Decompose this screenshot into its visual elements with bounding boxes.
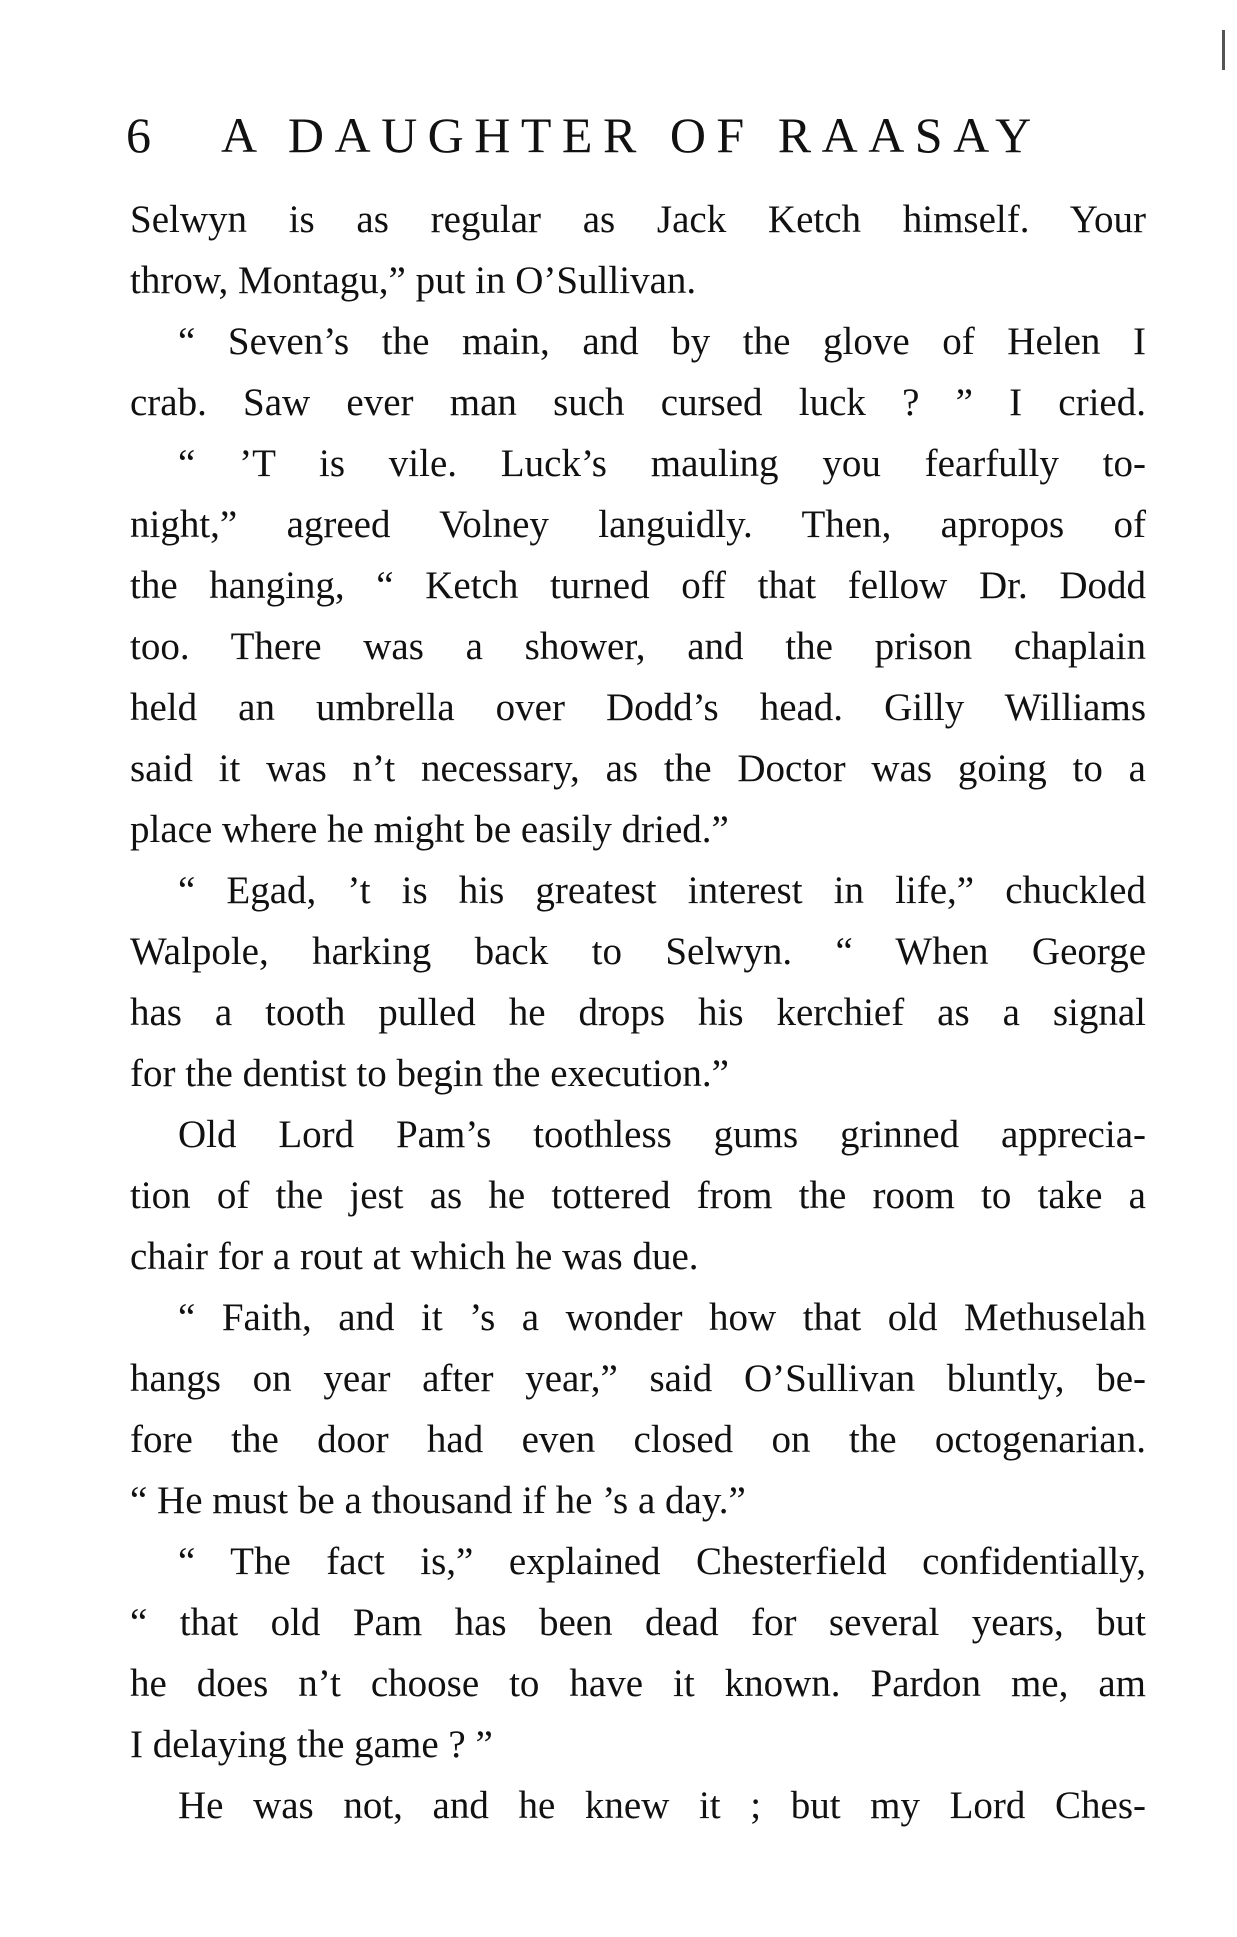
- text-line: “ that old Pam has been dead for several years, but: [130, 1601, 1146, 1644]
- text-line: “ The fact is,” explained Chesterfield confidentially,: [178, 1540, 1146, 1583]
- text-line: chair for a rout at which he was due.: [130, 1235, 699, 1278]
- text-line: He was not, and he knew it ; but my Lord Ches-: [178, 1784, 1146, 1827]
- text-line: said it was n’t necessary, as the Doctor was going to a: [130, 747, 1146, 790]
- text-line: “ Faith, and it ’s a wonder how that old Methuselah: [178, 1296, 1146, 1339]
- text-line: he does n’t choose to have it known. Pardon me, am: [130, 1662, 1146, 1705]
- text-line: place where he might be easily dried.”: [130, 808, 729, 851]
- text-line: Old Lord Pam’s toothless gums grinned apprecia-: [178, 1113, 1146, 1156]
- text-line: for the dentist to begin the execution.”: [130, 1052, 729, 1095]
- text-line: the hanging, “ Ketch turned off that fellow Dr. Dodd: [130, 564, 1146, 607]
- text-line: too. There was a shower, and the prison chaplain: [130, 625, 1146, 668]
- text-line: “ Egad, ’t is his greatest interest in life,” chuckled: [178, 869, 1146, 912]
- text-line: fore the door had even closed on the octogenarian.: [130, 1418, 1146, 1461]
- text-line: crab. Saw ever man such cursed luck ? ” I cried.: [130, 381, 1146, 424]
- text-line: Selwyn is as regular as Jack Ketch himself. Your: [130, 198, 1146, 241]
- text-line: “ ’T is vile. Luck’s mauling you fearfully to-: [178, 442, 1146, 485]
- page-number: 6: [126, 107, 151, 163]
- page-header: [126, 100, 1146, 170]
- text-line: held an umbrella over Dodd’s head. Gilly Williams: [130, 686, 1146, 729]
- text-line: has a tooth pulled he drops his kerchief as a signal: [130, 991, 1146, 1034]
- text-line: Walpole, harking back to Selwyn. “ When George: [130, 930, 1146, 973]
- text-line: tion of the jest as he tottered from the room to take a: [130, 1174, 1146, 1217]
- text-line: “ Seven’s the main, and by the glove of Helen I: [178, 320, 1146, 363]
- text-line: night,” agreed Volney languidly. Then, apropos of: [130, 503, 1146, 546]
- text-line: “ He must be a thousand if he ’s a day.”: [130, 1479, 746, 1522]
- text-line: I delaying the game ? ”: [130, 1723, 493, 1766]
- text-line: hangs on year after year,” said O’Sullivan bluntly, be-: [130, 1357, 1146, 1400]
- text-line: throw, Montagu,” put in O’Sullivan.: [130, 259, 697, 302]
- scan-artifact-mark: [1222, 30, 1225, 70]
- running-title: A DAUGHTER OF RAASAY: [221, 107, 1042, 163]
